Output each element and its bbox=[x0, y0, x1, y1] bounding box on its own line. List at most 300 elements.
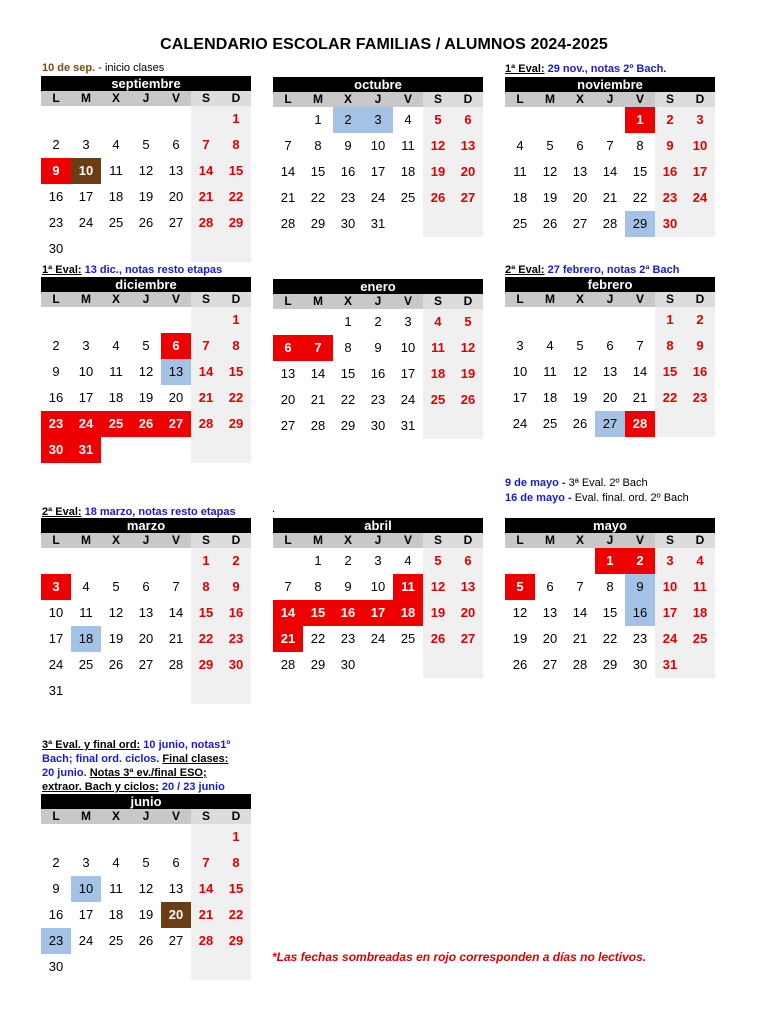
weekday-header: X bbox=[333, 533, 363, 548]
day-cell: 23 bbox=[655, 185, 685, 211]
day-cell: 31 bbox=[71, 437, 101, 463]
day-cell: 2 bbox=[221, 548, 251, 574]
empty-cell bbox=[273, 548, 303, 574]
day-cell: 15 bbox=[340, 366, 356, 381]
weekday-header: L bbox=[41, 809, 71, 824]
weekday-header: L bbox=[273, 92, 303, 107]
day-cell: 20 bbox=[602, 390, 618, 405]
weekday-header: J bbox=[595, 92, 625, 107]
day-cell: 4 bbox=[516, 138, 524, 153]
day-cell: 15 bbox=[221, 876, 251, 902]
weekday-header: J bbox=[131, 809, 161, 824]
note-february: 2ª Eval: 27 febrero, notas 2ª Bach bbox=[505, 264, 680, 276]
weekday-header: V bbox=[625, 92, 655, 107]
day-cell: 2 bbox=[344, 553, 352, 568]
day-cell: 27 bbox=[161, 411, 191, 437]
weekday-header: S bbox=[191, 292, 221, 307]
weekday-header: X bbox=[565, 533, 595, 548]
empty-cell bbox=[565, 307, 595, 333]
day-cell: 13 bbox=[161, 359, 191, 385]
day-cell: 15 bbox=[303, 600, 333, 626]
calendar-septiembre bbox=[41, 76, 251, 262]
day-cell: 24 bbox=[512, 416, 528, 431]
day-cell: 27 bbox=[572, 216, 588, 231]
day-cell: 12 bbox=[108, 605, 124, 620]
empty-cell bbox=[161, 954, 191, 980]
day-cell: 30 bbox=[48, 241, 64, 256]
day-cell: 11 bbox=[401, 138, 415, 153]
day-cell: 18 bbox=[71, 626, 101, 652]
weekday-header: V bbox=[161, 292, 191, 307]
day-cell: 8 bbox=[606, 579, 614, 594]
empty-cell bbox=[393, 211, 423, 237]
day-cell: 1 bbox=[221, 824, 251, 850]
day-cell: 18 bbox=[423, 361, 453, 387]
day-cell: 28 bbox=[572, 657, 588, 672]
day-cell: 2 bbox=[374, 314, 382, 329]
calendar-noviembre bbox=[505, 77, 715, 237]
day-cell: 5 bbox=[142, 338, 150, 353]
weekday-header: V bbox=[393, 294, 423, 309]
weekday-header: D bbox=[221, 809, 251, 824]
empty-cell bbox=[303, 309, 333, 335]
empty-cell bbox=[71, 954, 101, 980]
day-cell: 22 bbox=[602, 631, 618, 646]
day-cell: 30 bbox=[655, 211, 685, 237]
weekday-header: L bbox=[41, 533, 71, 548]
weekday-header: S bbox=[655, 533, 685, 548]
day-cell: 29 bbox=[602, 657, 618, 672]
weekday-header: D bbox=[221, 533, 251, 548]
day-cell: 28 bbox=[602, 216, 618, 231]
day-cell: 31 bbox=[370, 216, 386, 231]
calendar-junio bbox=[41, 794, 251, 980]
day-cell: 17 bbox=[78, 189, 94, 204]
empty-cell bbox=[191, 437, 221, 463]
weekday-header: D bbox=[453, 533, 483, 548]
day-cell: 24 bbox=[655, 626, 685, 652]
empty-cell bbox=[453, 413, 483, 439]
day-cell: 19 bbox=[512, 631, 528, 646]
weekday-header: M bbox=[535, 292, 565, 307]
day-cell: 24 bbox=[400, 392, 416, 407]
day-cell: 9 bbox=[41, 158, 71, 184]
weekday-header: V bbox=[161, 533, 191, 548]
day-cell: 30 bbox=[632, 657, 648, 672]
day-cell: 10 bbox=[370, 579, 386, 594]
day-cell: 10 bbox=[370, 138, 386, 153]
day-cell: 17 bbox=[48, 631, 64, 646]
note-september: 10 de sep. - inicio clases bbox=[42, 62, 165, 74]
weekday-header: M bbox=[71, 809, 101, 824]
day-cell: 8 bbox=[221, 132, 251, 158]
day-cell: 26 bbox=[423, 626, 453, 652]
day-cell: 29 bbox=[221, 928, 251, 954]
day-cell: 4 bbox=[404, 112, 412, 127]
day-cell: 10 bbox=[71, 876, 101, 902]
day-cell: 11 bbox=[685, 574, 715, 600]
day-cell: 17 bbox=[370, 164, 386, 179]
day-cell: 28 bbox=[191, 411, 221, 437]
day-cell: 7 bbox=[576, 579, 584, 594]
weekday-header: X bbox=[565, 92, 595, 107]
day-cell: 13 bbox=[453, 574, 483, 600]
empty-cell bbox=[685, 411, 715, 437]
calendar-marzo bbox=[41, 518, 251, 704]
day-cell: 27 bbox=[168, 933, 184, 948]
day-cell: 28 bbox=[280, 657, 296, 672]
empty-cell bbox=[273, 309, 303, 335]
empty-cell bbox=[535, 107, 565, 133]
weekday-header: D bbox=[685, 533, 715, 548]
note-june: 3ª Eval. y final ord: 10 junio, notas1º Bach; final ord. ciclos. Final clases: 20 junio. Notas 3ª ev./final ESO; extraor. Bach y ciclos: 20 / 23 junio bbox=[42, 739, 231, 793]
day-cell: 22 bbox=[221, 385, 251, 411]
empty-cell bbox=[393, 652, 423, 678]
day-cell: 30 bbox=[48, 959, 64, 974]
day-cell: 12 bbox=[423, 133, 453, 159]
day-cell: 8 bbox=[344, 340, 352, 355]
day-cell: 26 bbox=[453, 387, 483, 413]
day-cell: 24 bbox=[78, 933, 94, 948]
empty-cell bbox=[161, 824, 191, 850]
day-cell: 19 bbox=[138, 189, 154, 204]
weekday-header: L bbox=[273, 294, 303, 309]
day-cell: 16 bbox=[221, 600, 251, 626]
day-cell: 9 bbox=[52, 881, 60, 896]
day-cell: 18 bbox=[542, 390, 558, 405]
day-cell: 4 bbox=[423, 309, 453, 335]
day-cell: 24 bbox=[48, 657, 64, 672]
weekday-header: X bbox=[101, 533, 131, 548]
day-cell: 9 bbox=[685, 333, 715, 359]
day-cell: 13 bbox=[572, 164, 588, 179]
day-cell: 3 bbox=[374, 553, 382, 568]
day-cell: 27 bbox=[138, 657, 154, 672]
day-cell: 19 bbox=[423, 600, 453, 626]
day-cell: 18 bbox=[512, 190, 528, 205]
day-cell: 9 bbox=[344, 579, 352, 594]
weekday-header: X bbox=[101, 91, 131, 106]
day-cell: 22 bbox=[310, 190, 326, 205]
day-cell: 7 bbox=[284, 579, 292, 594]
day-cell: 19 bbox=[542, 190, 558, 205]
day-cell: 3 bbox=[516, 338, 524, 353]
day-cell: 14 bbox=[310, 366, 326, 381]
empty-cell bbox=[41, 307, 71, 333]
day-cell: 2 bbox=[52, 137, 60, 152]
empty-cell bbox=[131, 106, 161, 132]
day-cell: 2 bbox=[655, 107, 685, 133]
day-cell: 4 bbox=[404, 553, 412, 568]
note-may-1: 9 de mayo - 3ª Eval. 2º Bach bbox=[505, 477, 648, 489]
day-cell: 16 bbox=[625, 600, 655, 626]
day-cell: 3 bbox=[82, 338, 90, 353]
day-cell: 10 bbox=[685, 133, 715, 159]
day-cell: 15 bbox=[602, 605, 618, 620]
weekday-header: J bbox=[131, 533, 161, 548]
day-cell: 5 bbox=[423, 548, 453, 574]
weekday-header: V bbox=[625, 292, 655, 307]
day-cell: 20 bbox=[138, 631, 154, 646]
weekday-header: V bbox=[393, 533, 423, 548]
day-cell: 11 bbox=[543, 364, 557, 379]
day-cell: 1 bbox=[221, 307, 251, 333]
day-cell: 31 bbox=[400, 418, 416, 433]
day-cell: 11 bbox=[79, 605, 93, 620]
day-cell: 2 bbox=[52, 338, 60, 353]
weekday-header: M bbox=[303, 92, 333, 107]
empty-cell bbox=[685, 211, 715, 237]
day-cell: 16 bbox=[655, 159, 685, 185]
day-cell: 1 bbox=[344, 314, 352, 329]
empty-cell bbox=[101, 954, 131, 980]
day-cell: 5 bbox=[142, 855, 150, 870]
weekday-header: M bbox=[535, 533, 565, 548]
day-cell: 12 bbox=[453, 335, 483, 361]
empty-cell bbox=[41, 106, 71, 132]
day-cell: 7 bbox=[191, 850, 221, 876]
weekday-header: J bbox=[363, 533, 393, 548]
day-cell: 16 bbox=[333, 600, 363, 626]
day-cell: 22 bbox=[191, 626, 221, 652]
day-cell: 9 bbox=[221, 574, 251, 600]
weekday-header: L bbox=[505, 92, 535, 107]
weekday-header: S bbox=[191, 809, 221, 824]
day-cell: 10 bbox=[78, 364, 94, 379]
day-cell: 29 bbox=[191, 652, 221, 678]
empty-cell bbox=[565, 548, 595, 574]
day-cell: 11 bbox=[109, 364, 123, 379]
day-cell: 28 bbox=[168, 657, 184, 672]
day-cell: 4 bbox=[112, 338, 120, 353]
calendar-abril bbox=[273, 518, 483, 678]
weekday-header: M bbox=[71, 91, 101, 106]
empty-cell bbox=[535, 548, 565, 574]
day-cell: 20 bbox=[572, 190, 588, 205]
day-cell: 6 bbox=[172, 855, 180, 870]
day-cell: 3 bbox=[685, 107, 715, 133]
empty-cell bbox=[41, 824, 71, 850]
day-cell: 8 bbox=[221, 333, 251, 359]
weekday-header: J bbox=[131, 91, 161, 106]
day-cell: 21 bbox=[168, 631, 184, 646]
day-cell: 10 bbox=[512, 364, 528, 379]
day-cell: 21 bbox=[191, 902, 221, 928]
day-cell: 5 bbox=[546, 138, 554, 153]
day-cell: 17 bbox=[78, 390, 94, 405]
day-cell: 25 bbox=[78, 657, 94, 672]
empty-cell bbox=[191, 954, 221, 980]
empty-cell bbox=[505, 307, 535, 333]
day-cell: 23 bbox=[48, 215, 64, 230]
day-cell: 23 bbox=[685, 385, 715, 411]
empty-cell bbox=[71, 307, 101, 333]
empty-cell bbox=[191, 307, 221, 333]
empty-cell bbox=[161, 678, 191, 704]
page-title: CALENDARIO ESCOLAR FAMILIAS / ALUMNOS 2024-2025 bbox=[160, 36, 608, 53]
day-cell: 5 bbox=[453, 309, 483, 335]
day-cell: 29 bbox=[310, 657, 326, 672]
day-cell: 12 bbox=[572, 364, 588, 379]
day-cell: 17 bbox=[363, 600, 393, 626]
weekday-header: L bbox=[273, 533, 303, 548]
empty-cell bbox=[161, 548, 191, 574]
day-cell: 29 bbox=[625, 211, 655, 237]
day-cell: 5 bbox=[576, 338, 584, 353]
weekday-header: J bbox=[595, 292, 625, 307]
day-cell: 24 bbox=[78, 215, 94, 230]
day-cell: 7 bbox=[191, 132, 221, 158]
day-cell: 17 bbox=[655, 600, 685, 626]
weekday-header: D bbox=[453, 294, 483, 309]
weekday-header: M bbox=[71, 533, 101, 548]
day-cell: 6 bbox=[142, 579, 150, 594]
empty-cell bbox=[71, 236, 101, 262]
day-cell: 1 bbox=[314, 553, 322, 568]
day-cell: 29 bbox=[340, 418, 356, 433]
empty-cell bbox=[161, 437, 191, 463]
day-cell: 7 bbox=[303, 335, 333, 361]
day-cell: 20 bbox=[542, 631, 558, 646]
day-cell: 11 bbox=[109, 163, 123, 178]
day-cell: 29 bbox=[221, 210, 251, 236]
empty-cell bbox=[131, 437, 161, 463]
day-cell: 13 bbox=[280, 366, 296, 381]
day-cell: 4 bbox=[82, 579, 90, 594]
empty-cell bbox=[131, 548, 161, 574]
weekday-header: L bbox=[505, 292, 535, 307]
empty-cell bbox=[655, 411, 685, 437]
day-cell: 1 bbox=[595, 548, 625, 574]
calendar-enero bbox=[273, 279, 483, 439]
day-cell: 18 bbox=[685, 600, 715, 626]
day-cell: 16 bbox=[48, 907, 64, 922]
day-cell: 3 bbox=[363, 107, 393, 133]
empty-cell bbox=[423, 413, 453, 439]
day-cell: 28 bbox=[191, 928, 221, 954]
day-cell: 18 bbox=[108, 390, 124, 405]
note-may-2: 16 de mayo - Eval. final. ord. 2º Bach bbox=[505, 492, 689, 504]
day-cell: 29 bbox=[221, 411, 251, 437]
empty-cell bbox=[505, 107, 535, 133]
day-cell: 10 bbox=[655, 574, 685, 600]
empty-cell bbox=[191, 824, 221, 850]
day-cell: 3 bbox=[41, 574, 71, 600]
month-name: septiembre bbox=[41, 76, 251, 91]
calendar-febrero bbox=[505, 277, 715, 437]
month-name: diciembre bbox=[41, 277, 251, 292]
empty-cell bbox=[101, 437, 131, 463]
day-cell: 21 bbox=[273, 626, 303, 652]
weekday-header: X bbox=[333, 294, 363, 309]
day-cell: 9 bbox=[52, 364, 60, 379]
day-cell: 1 bbox=[655, 307, 685, 333]
weekday-header: M bbox=[303, 533, 333, 548]
weekday-header: X bbox=[333, 92, 363, 107]
day-cell: 21 bbox=[191, 184, 221, 210]
day-cell: 24 bbox=[71, 411, 101, 437]
day-cell: 9 bbox=[344, 138, 352, 153]
day-cell: 13 bbox=[453, 133, 483, 159]
day-cell: 19 bbox=[572, 390, 588, 405]
day-cell: 20 bbox=[168, 390, 184, 405]
day-cell: 28 bbox=[280, 216, 296, 231]
day-cell: 26 bbox=[138, 215, 154, 230]
day-cell: 23 bbox=[41, 928, 71, 954]
day-cell: 19 bbox=[138, 390, 154, 405]
day-cell: 12 bbox=[542, 164, 558, 179]
empty-cell bbox=[161, 307, 191, 333]
day-cell: 14 bbox=[168, 605, 184, 620]
day-cell: 22 bbox=[310, 631, 326, 646]
month-name: octubre bbox=[273, 77, 483, 92]
day-cell: 19 bbox=[423, 159, 453, 185]
day-cell: 24 bbox=[370, 190, 386, 205]
day-cell: 15 bbox=[632, 164, 648, 179]
day-cell: 28 bbox=[625, 411, 655, 437]
day-cell: 21 bbox=[632, 390, 648, 405]
day-cell: 26 bbox=[572, 416, 588, 431]
day-cell: 30 bbox=[221, 652, 251, 678]
day-cell: 26 bbox=[542, 216, 558, 231]
day-cell: 1 bbox=[625, 107, 655, 133]
day-cell: 27 bbox=[168, 215, 184, 230]
day-cell: 3 bbox=[655, 548, 685, 574]
day-cell: 7 bbox=[606, 138, 614, 153]
weekday-header: D bbox=[685, 92, 715, 107]
day-cell: 27 bbox=[595, 411, 625, 437]
day-cell: 15 bbox=[310, 164, 326, 179]
weekday-header: L bbox=[41, 292, 71, 307]
weekday-header: J bbox=[363, 294, 393, 309]
month-name: noviembre bbox=[505, 77, 715, 92]
empty-cell bbox=[71, 106, 101, 132]
empty-cell bbox=[161, 106, 191, 132]
empty-cell bbox=[363, 652, 393, 678]
weekday-header: L bbox=[41, 91, 71, 106]
weekday-header: D bbox=[221, 292, 251, 307]
day-cell: 27 bbox=[542, 657, 558, 672]
day-cell: 28 bbox=[310, 418, 326, 433]
day-cell: 23 bbox=[370, 392, 386, 407]
day-cell: 31 bbox=[48, 683, 64, 698]
weekday-header: J bbox=[363, 92, 393, 107]
empty-cell bbox=[191, 678, 221, 704]
weekday-header: M bbox=[303, 294, 333, 309]
day-cell: 5 bbox=[505, 574, 535, 600]
day-cell: 7 bbox=[172, 579, 180, 594]
day-cell: 7 bbox=[636, 338, 644, 353]
day-cell: 14 bbox=[602, 164, 618, 179]
weekday-header: M bbox=[71, 292, 101, 307]
day-cell: 20 bbox=[453, 159, 483, 185]
empty-cell bbox=[101, 824, 131, 850]
day-cell: 4 bbox=[112, 137, 120, 152]
weekday-header: S bbox=[423, 294, 453, 309]
weekday-header: D bbox=[221, 91, 251, 106]
empty-cell bbox=[131, 236, 161, 262]
day-cell: 30 bbox=[370, 418, 386, 433]
day-cell: 16 bbox=[370, 366, 386, 381]
calendar-mayo bbox=[505, 518, 715, 678]
day-cell: 20 bbox=[280, 392, 296, 407]
day-cell: 16 bbox=[48, 189, 64, 204]
empty-cell bbox=[131, 678, 161, 704]
footer-note: *Las fechas sombreadas en rojo corresponden a días no lectivos. bbox=[272, 950, 647, 964]
empty-cell bbox=[131, 307, 161, 333]
day-cell: 13 bbox=[542, 605, 558, 620]
empty-cell bbox=[273, 107, 303, 133]
